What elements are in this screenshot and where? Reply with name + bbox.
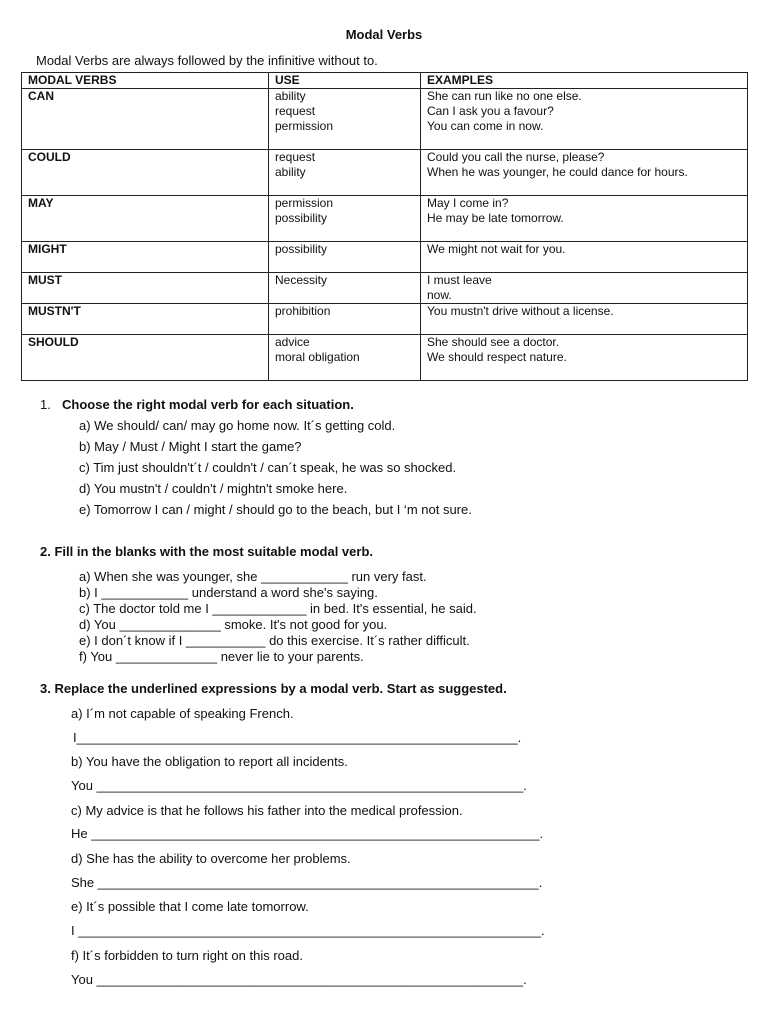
section3-prompt-c: c) My advice is that he follows his father into the medical profession. bbox=[71, 803, 463, 818]
use-line: prohibition bbox=[275, 304, 331, 318]
section1-item-e: e) Tomorrow I can / might / should go to the beach, but I ‘m not sure. bbox=[79, 502, 472, 517]
verb-cell: MUST bbox=[22, 273, 269, 304]
table-row bbox=[22, 273, 748, 304]
table-row bbox=[22, 196, 748, 242]
section3-answer-f: You ___________________________________________________________. bbox=[71, 972, 527, 987]
section1-item-d: d) You mustn't / couldn't / mightn't smoke here. bbox=[79, 481, 348, 496]
use-cell bbox=[269, 150, 421, 196]
intro-text: Modal Verbs are always followed by the infinitive without to. bbox=[36, 53, 378, 68]
section3-answer-a: I_____________________________________________________________. bbox=[73, 730, 522, 745]
section1-title: Choose the right modal verb for each situation. bbox=[62, 397, 354, 412]
verb-cell: MUSTN'T bbox=[22, 304, 269, 335]
example-line: He may be late tomorrow. bbox=[427, 211, 564, 225]
verb-cell: MAY bbox=[22, 196, 269, 242]
section1-item-a: a) We should/ can/ may go home now. It´s getting cold. bbox=[79, 418, 396, 433]
examples-cell bbox=[421, 273, 748, 304]
section3-prompt-f: f) It´s forbidden to turn right on this road. bbox=[71, 948, 303, 963]
section3-prompt-b: b) You have the obligation to report all incidents. bbox=[71, 754, 348, 769]
use-line: permission bbox=[275, 196, 334, 210]
example-line: She should see a doctor. bbox=[427, 335, 560, 349]
section3-prompt-d: d) She has the ability to overcome her problems. bbox=[71, 851, 351, 866]
use-cell bbox=[269, 273, 421, 304]
example-line: now. bbox=[427, 288, 452, 302]
use-cell bbox=[269, 335, 421, 381]
example-line: She can run like no one else. bbox=[427, 89, 582, 103]
header-use: USE bbox=[269, 73, 421, 89]
section2-item-f: f) You ______________ never lie to your parents. bbox=[79, 649, 364, 664]
use-cell bbox=[269, 304, 421, 335]
section3-prompt-a: a) I´m not capable of speaking French. bbox=[71, 706, 294, 721]
section1-number: 1. bbox=[40, 397, 51, 412]
section2-item-d: d) You ______________ smoke. It's not good for you. bbox=[79, 617, 388, 632]
section2-item-c: c) The doctor told me I _____________ in bed. It's essential, he said. bbox=[79, 601, 477, 616]
section1-item-c: c) Tim just shouldn't´t / couldn't / can´t speak, he was so shocked. bbox=[79, 460, 457, 475]
page-title: Modal Verbs bbox=[345, 27, 423, 42]
examples-cell bbox=[421, 89, 748, 150]
use-line: possibility bbox=[275, 211, 328, 225]
use-line: Necessity bbox=[275, 273, 328, 287]
example-line: We might not wait for you. bbox=[427, 242, 566, 256]
example-line: We should respect nature. bbox=[427, 350, 567, 364]
example-line: When he was younger, he could dance for hours. bbox=[427, 165, 688, 179]
section1-heading bbox=[40, 397, 354, 412]
verb-cell: CAN bbox=[22, 89, 269, 150]
example-line: I must leave bbox=[427, 273, 492, 287]
example-line: Can I ask you a favour? bbox=[427, 104, 554, 118]
use-line: possibility bbox=[275, 242, 328, 256]
use-line: advice bbox=[275, 335, 310, 349]
section2-item-e: e) I don´t know if I ___________ do this exercise. It´s rather difficult. bbox=[79, 633, 470, 648]
section3-answer-e: I ________________________________________________________________. bbox=[71, 923, 545, 938]
examples-cell bbox=[421, 196, 748, 242]
section1-item-b: b) May / Must / Might I start the game? bbox=[79, 439, 302, 454]
table-row bbox=[22, 242, 748, 273]
example-line: You can come in now. bbox=[427, 119, 544, 133]
use-line: request bbox=[275, 150, 316, 164]
examples-cell bbox=[421, 242, 748, 273]
use-cell bbox=[269, 89, 421, 150]
table-row bbox=[22, 89, 748, 150]
section2-item-b: b) I ____________ understand a word she's saying. bbox=[79, 585, 378, 600]
use-line: ability bbox=[275, 165, 306, 179]
table-row bbox=[22, 150, 748, 196]
examples-cell bbox=[421, 150, 748, 196]
section2-item-a: a) When she was younger, she ____________ run very fast. bbox=[79, 569, 427, 584]
use-line: moral obligation bbox=[275, 350, 360, 364]
section2-title: 2. Fill in the blanks with the most suitable modal verb. bbox=[40, 544, 374, 559]
table-row bbox=[22, 335, 748, 381]
example-line: Could you call the nurse, please? bbox=[427, 150, 605, 164]
table-row bbox=[22, 304, 748, 335]
modal-verbs-table bbox=[21, 72, 748, 381]
use-line: permission bbox=[275, 119, 334, 133]
section3-title: 3. Replace the underlined expressions by a modal verb. Start as suggested. bbox=[40, 681, 507, 696]
use-cell bbox=[269, 242, 421, 273]
verb-cell: SHOULD bbox=[22, 335, 269, 381]
use-line: ability bbox=[275, 89, 306, 103]
table-header-row bbox=[22, 73, 748, 89]
examples-cell bbox=[421, 335, 748, 381]
verb-cell: COULD bbox=[22, 150, 269, 196]
section3-answer-b: You ___________________________________________________________. bbox=[71, 778, 527, 793]
section3-answer-c: He ______________________________________________________________. bbox=[71, 826, 544, 841]
examples-cell bbox=[421, 304, 748, 335]
example-line: You mustn't drive without a license. bbox=[427, 304, 614, 318]
header-modal-verbs: MODAL VERBS bbox=[22, 73, 269, 89]
example-line: May I come in? bbox=[427, 196, 509, 210]
use-line: request bbox=[275, 104, 316, 118]
section3-answer-d: She _____________________________________________________________. bbox=[71, 875, 543, 890]
verb-cell: MIGHT bbox=[22, 242, 269, 273]
header-examples: EXAMPLES bbox=[421, 73, 748, 89]
use-cell bbox=[269, 196, 421, 242]
section3-prompt-e: e) It´s possible that I come late tomorrow. bbox=[71, 899, 309, 914]
